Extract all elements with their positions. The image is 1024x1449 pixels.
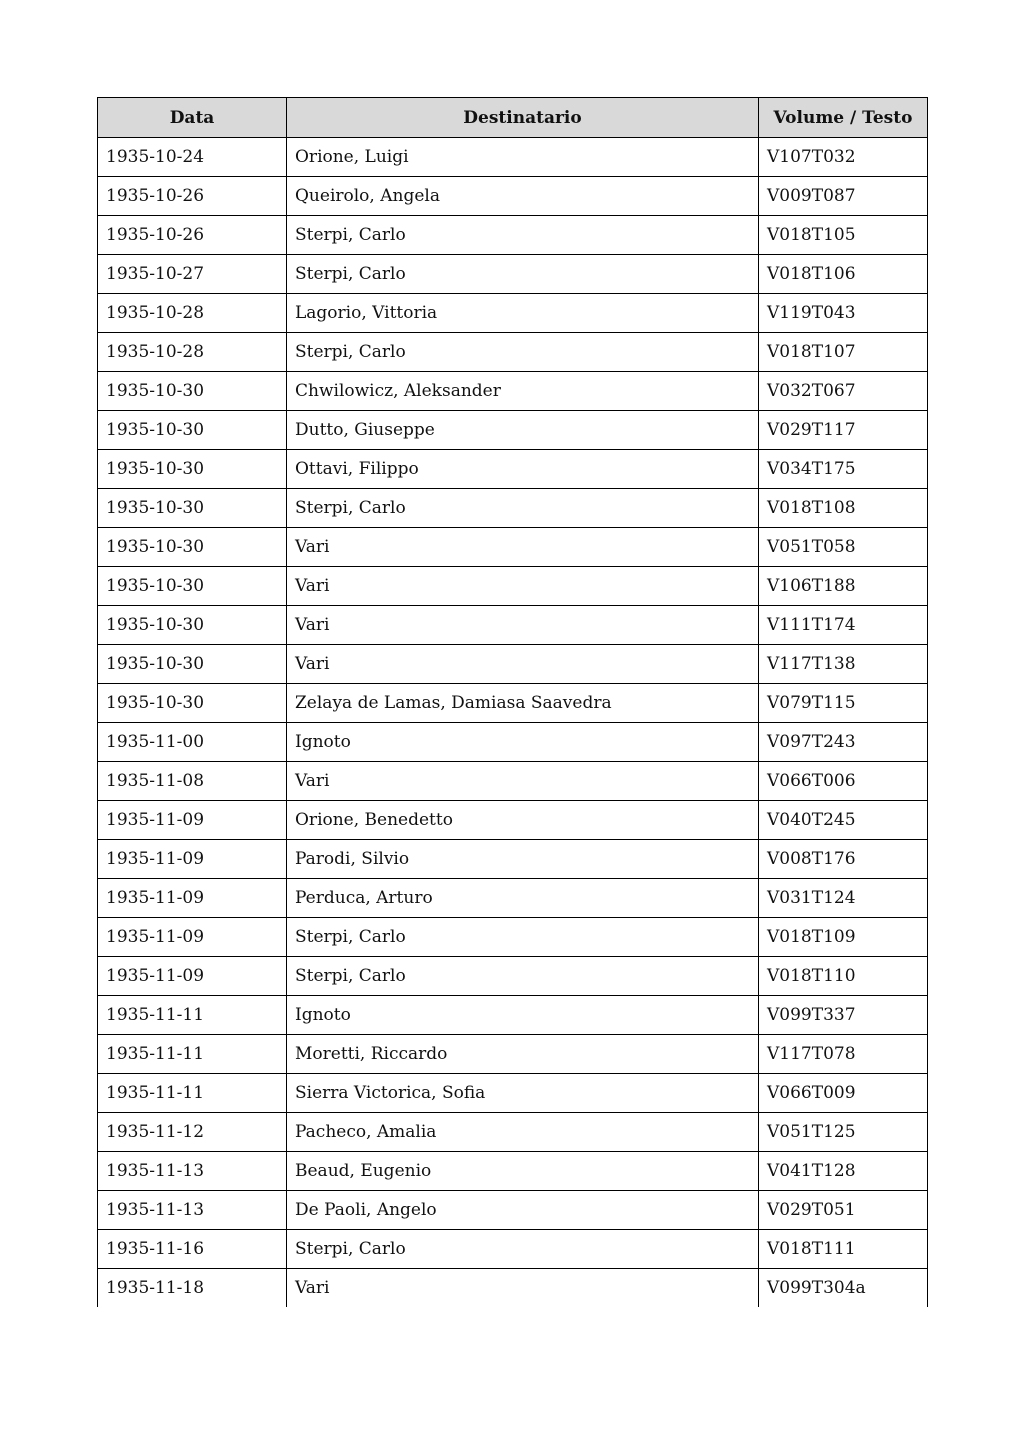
- cell-volume: V009T087: [759, 177, 928, 216]
- cell-date: 1935-11-09: [98, 879, 287, 918]
- cell-volume: V051T058: [759, 528, 928, 567]
- table-row: [98, 1074, 928, 1113]
- cell-volume: V117T078: [759, 1035, 928, 1074]
- cell-date: 1935-10-30: [98, 606, 287, 645]
- cell-volume: V051T125: [759, 1113, 928, 1152]
- table-row: [98, 1035, 928, 1074]
- cell-recipient: Parodi, Silvio: [287, 840, 759, 879]
- cell-recipient: Pacheco, Amalia: [287, 1113, 759, 1152]
- table-row: [98, 1191, 928, 1230]
- cell-volume: V031T124: [759, 879, 928, 918]
- cell-volume: V041T128: [759, 1152, 928, 1191]
- letters-table: [97, 97, 928, 1307]
- table-row: [98, 528, 928, 567]
- cell-date: 1935-11-13: [98, 1191, 287, 1230]
- cell-volume: V008T176: [759, 840, 928, 879]
- cell-volume: V018T105: [759, 216, 928, 255]
- cell-recipient: Dutto, Giuseppe: [287, 411, 759, 450]
- letters-table-container: [97, 97, 927, 1307]
- table-row: [98, 645, 928, 684]
- table-row: [98, 1269, 928, 1308]
- cell-date: 1935-10-28: [98, 333, 287, 372]
- table-row: [98, 762, 928, 801]
- table-row: [98, 996, 928, 1035]
- cell-date: 1935-10-30: [98, 411, 287, 450]
- cell-date: 1935-10-26: [98, 216, 287, 255]
- cell-recipient: Beaud, Eugenio: [287, 1152, 759, 1191]
- cell-volume: V034T175: [759, 450, 928, 489]
- cell-volume: V066T006: [759, 762, 928, 801]
- cell-date: 1935-10-30: [98, 567, 287, 606]
- cell-date: 1935-10-30: [98, 684, 287, 723]
- table-row: [98, 567, 928, 606]
- table-row: [98, 1113, 928, 1152]
- cell-date: 1935-10-30: [98, 450, 287, 489]
- table-row: [98, 606, 928, 645]
- cell-volume: V107T032: [759, 138, 928, 177]
- cell-recipient: Queirolo, Angela: [287, 177, 759, 216]
- cell-recipient: Ottavi, Filippo: [287, 450, 759, 489]
- cell-date: 1935-11-12: [98, 1113, 287, 1152]
- table-row: [98, 177, 928, 216]
- table-row: [98, 372, 928, 411]
- table-row: [98, 957, 928, 996]
- table-row: [98, 216, 928, 255]
- cell-date: 1935-10-30: [98, 528, 287, 567]
- column-header-volume: Volume / Testo: [759, 98, 928, 138]
- cell-recipient: Sterpi, Carlo: [287, 216, 759, 255]
- cell-date: 1935-11-09: [98, 957, 287, 996]
- cell-recipient: Lagorio, Vittoria: [287, 294, 759, 333]
- cell-recipient: Vari: [287, 645, 759, 684]
- table-row: [98, 1152, 928, 1191]
- cell-volume: V106T188: [759, 567, 928, 606]
- table-header: [98, 98, 928, 138]
- column-header-date: Data: [98, 98, 287, 138]
- cell-recipient: Sierra Victorica, Sofia: [287, 1074, 759, 1113]
- cell-recipient: Perduca, Arturo: [287, 879, 759, 918]
- table-row: [98, 411, 928, 450]
- cell-recipient: Zelaya de Lamas, Damiasa Saavedra: [287, 684, 759, 723]
- cell-date: 1935-10-30: [98, 645, 287, 684]
- cell-recipient: Orione, Luigi: [287, 138, 759, 177]
- table-row: [98, 333, 928, 372]
- cell-recipient: Vari: [287, 567, 759, 606]
- table-row: [98, 684, 928, 723]
- cell-volume: V029T051: [759, 1191, 928, 1230]
- table-row: [98, 918, 928, 957]
- cell-volume: V099T304a: [759, 1269, 928, 1308]
- table-row: [98, 255, 928, 294]
- table-row: [98, 723, 928, 762]
- table-body: [98, 138, 928, 1308]
- cell-date: 1935-11-08: [98, 762, 287, 801]
- cell-volume: V018T108: [759, 489, 928, 528]
- cell-date: 1935-11-13: [98, 1152, 287, 1191]
- table-row: [98, 1230, 928, 1269]
- cell-recipient: Ignoto: [287, 723, 759, 762]
- table-row: [98, 294, 928, 333]
- cell-volume: V097T243: [759, 723, 928, 762]
- cell-volume: V018T106: [759, 255, 928, 294]
- cell-date: 1935-11-09: [98, 840, 287, 879]
- cell-recipient: Vari: [287, 1269, 759, 1308]
- cell-date: 1935-11-09: [98, 918, 287, 957]
- cell-volume: V018T107: [759, 333, 928, 372]
- cell-volume: V018T110: [759, 957, 928, 996]
- cell-date: 1935-11-18: [98, 1269, 287, 1308]
- cell-date: 1935-11-09: [98, 801, 287, 840]
- header-row: [98, 98, 928, 138]
- cell-volume: V099T337: [759, 996, 928, 1035]
- table-row: [98, 801, 928, 840]
- cell-recipient: Sterpi, Carlo: [287, 255, 759, 294]
- cell-date: 1935-11-16: [98, 1230, 287, 1269]
- cell-volume: V029T117: [759, 411, 928, 450]
- cell-recipient: Vari: [287, 762, 759, 801]
- cell-date: 1935-10-28: [98, 294, 287, 333]
- cell-volume: V032T067: [759, 372, 928, 411]
- cell-volume: V119T043: [759, 294, 928, 333]
- table-row: [98, 879, 928, 918]
- cell-recipient: Sterpi, Carlo: [287, 489, 759, 528]
- cell-date: 1935-11-00: [98, 723, 287, 762]
- cell-volume: V040T245: [759, 801, 928, 840]
- cell-date: 1935-11-11: [98, 996, 287, 1035]
- cell-recipient: Ignoto: [287, 996, 759, 1035]
- table-row: [98, 138, 928, 177]
- cell-volume: V018T111: [759, 1230, 928, 1269]
- cell-recipient: Sterpi, Carlo: [287, 333, 759, 372]
- table-row: [98, 450, 928, 489]
- cell-recipient: Sterpi, Carlo: [287, 1230, 759, 1269]
- cell-volume: V117T138: [759, 645, 928, 684]
- cell-volume: V018T109: [759, 918, 928, 957]
- cell-date: 1935-10-27: [98, 255, 287, 294]
- cell-date: 1935-11-11: [98, 1074, 287, 1113]
- cell-date: 1935-10-24: [98, 138, 287, 177]
- cell-volume: V079T115: [759, 684, 928, 723]
- cell-date: 1935-10-26: [98, 177, 287, 216]
- column-header-recipient: Destinatario: [287, 98, 759, 138]
- table-row: [98, 840, 928, 879]
- cell-recipient: Orione, Benedetto: [287, 801, 759, 840]
- cell-recipient: Chwilowicz, Aleksander: [287, 372, 759, 411]
- cell-recipient: Vari: [287, 606, 759, 645]
- cell-recipient: Moretti, Riccardo: [287, 1035, 759, 1074]
- cell-recipient: Sterpi, Carlo: [287, 957, 759, 996]
- cell-date: 1935-11-11: [98, 1035, 287, 1074]
- cell-date: 1935-10-30: [98, 489, 287, 528]
- cell-recipient: De Paoli, Angelo: [287, 1191, 759, 1230]
- table-row: [98, 489, 928, 528]
- cell-volume: V111T174: [759, 606, 928, 645]
- cell-date: 1935-10-30: [98, 372, 287, 411]
- cell-recipient: Sterpi, Carlo: [287, 918, 759, 957]
- cell-volume: V066T009: [759, 1074, 928, 1113]
- cell-recipient: Vari: [287, 528, 759, 567]
